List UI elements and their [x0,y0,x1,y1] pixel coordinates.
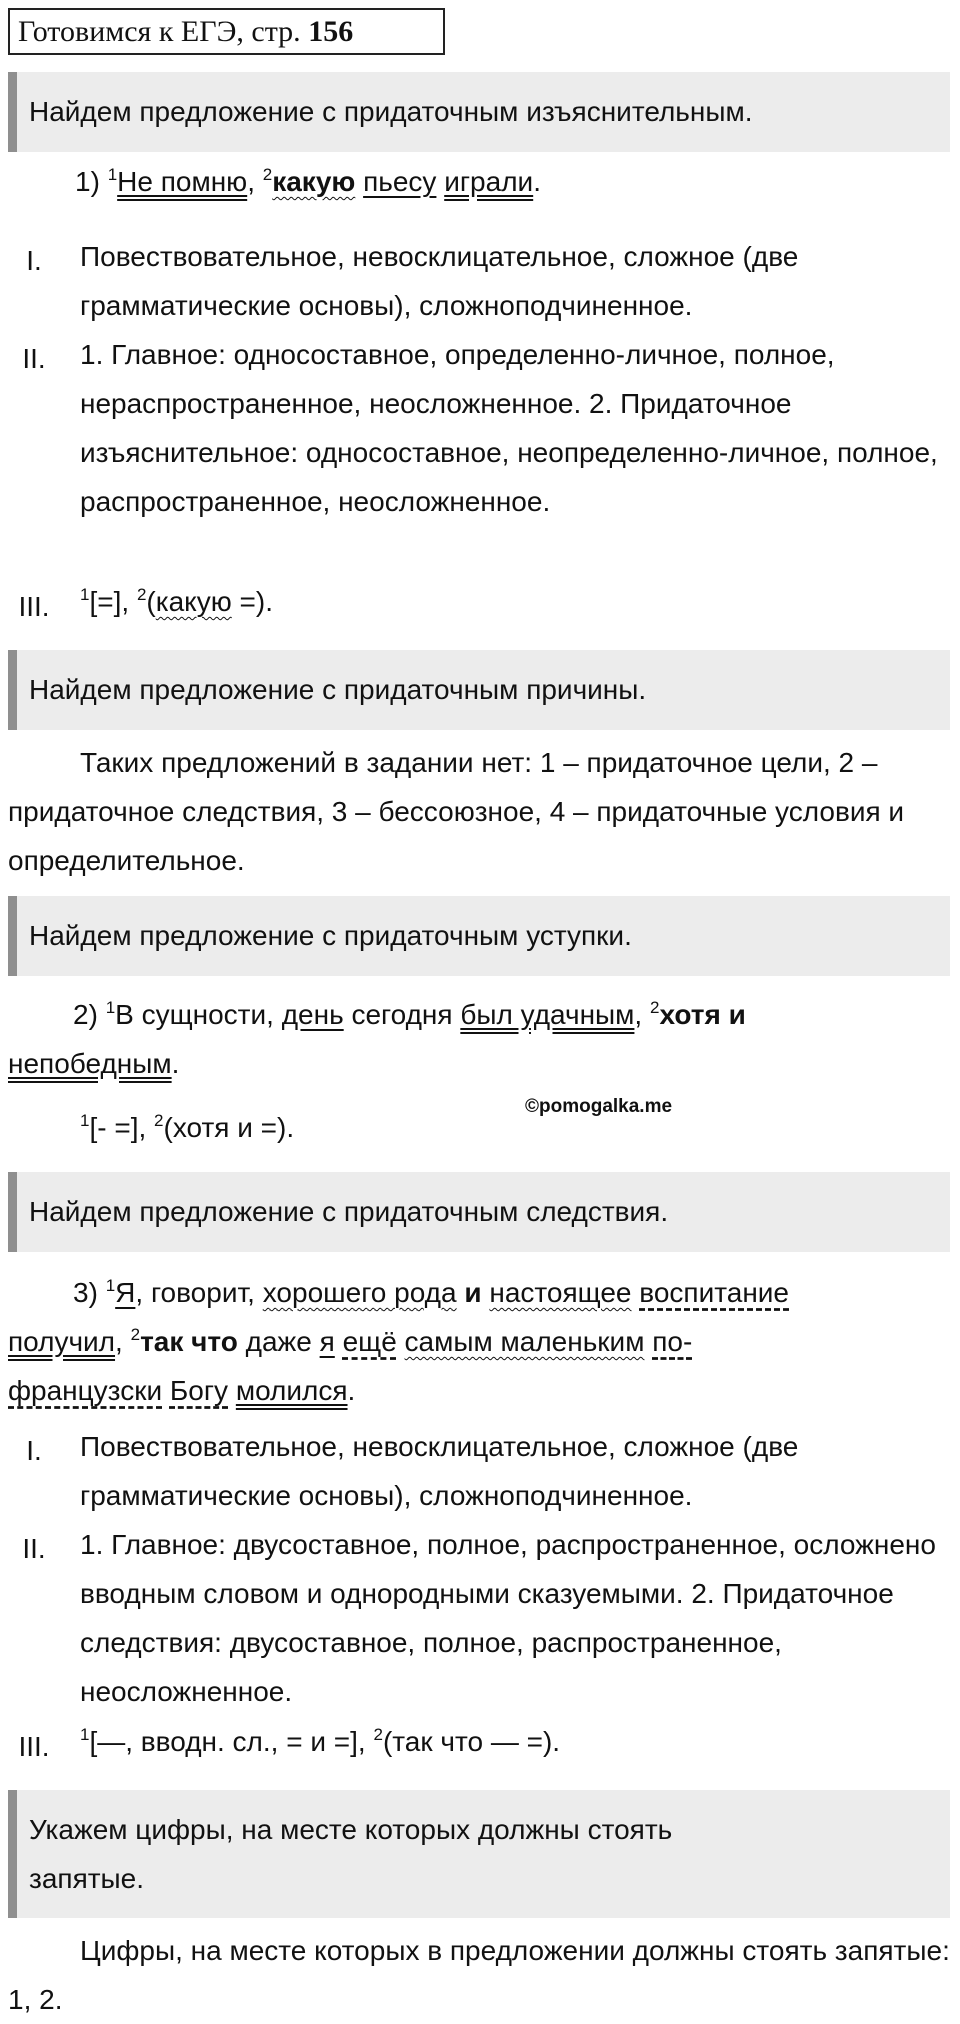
analysis-1-part-i: Повествовательное, невосклицательное, сложное (две грамматические основы), сложноподчиненное. [80,241,799,321]
roman-numeral: III. [18,591,50,622]
roman-numeral: II. [22,1533,46,1564]
section-header-commas: Укажем цифры, на месте которых должны стоять запятые. [8,1790,950,1918]
sentence-1: 1) $^1$Не помню, $^2$какую пьесу играли. [75,165,541,197]
analysis-1-scheme: $^1$[=], $^2$(какую =). [80,585,273,617]
final-paragraph: Цифры, на месте которых в предложении должны стоять запятые: 1, 2. [8,1935,950,2015]
analysis-3-part-i: Повествовательное, невосклицательное, сложное (две грамматические основы), сложноподчиненное. [80,1431,799,1511]
roman-numeral: I. [26,245,42,276]
section-header-explanatory: Найдем предложение с придаточным изъяснительным. [8,72,950,152]
sentence-3: 3) $^1$Я, говорит, хорошего рода и настоящее воспитание получил, $^2$так что даже я ещё самым маленьким по- французски Богу молился. [8,1276,789,1406]
analysis-1-part-ii: 1. Главное: односоставное, определенно-личное, полное, нераспространенное, неосложненное. 2. Придаточное изъяснительное: односоставное, неопределенно-личное, полное, распространенное, неосложненное. [80,339,938,517]
sentence-2-scheme: $^1$[- =], $^2$(хотя и =). [80,1111,295,1143]
analysis-3-scheme: $^1$[—, вводн. сл., = и =], $^2$(так что — =). [80,1725,561,1757]
page-title [8,8,445,55]
watermark: ©pomogalka.me [525,1096,673,1117]
title-page-number: 156 [308,15,354,48]
sentence-2: 2) $^1$В сущности, день сегодня был удачным, $^2$хотя и непобедным. [8,998,746,1079]
roman-numeral: III. [18,1731,50,1762]
section-header-reason: Найдем предложение с придаточным причины. [8,650,950,730]
analysis-3-part-ii: 1. Главное: двусоставное, полное, распространенное, осложнено вводным словом и однородными сказуемыми. 2. Придаточное следствия: двусоставное, полное, распространенное, неосложненное. [80,1529,936,1707]
section-header-concession: Найдем предложение с придаточным уступки. [8,896,950,976]
reason-paragraph: Таких предложений в задании нет: 1 – придаточное цели, 2 – придаточное следствия, 3 – бессоюзное, 4 – придаточные условия и определительное. [8,747,905,876]
title-text: Готовимся к ЕГЭ, стр. [18,15,309,48]
section-header-consequence: Найдем предложение с придаточным следствия. [8,1172,950,1252]
roman-numeral: I. [26,1435,42,1466]
roman-numeral: II. [22,343,46,374]
